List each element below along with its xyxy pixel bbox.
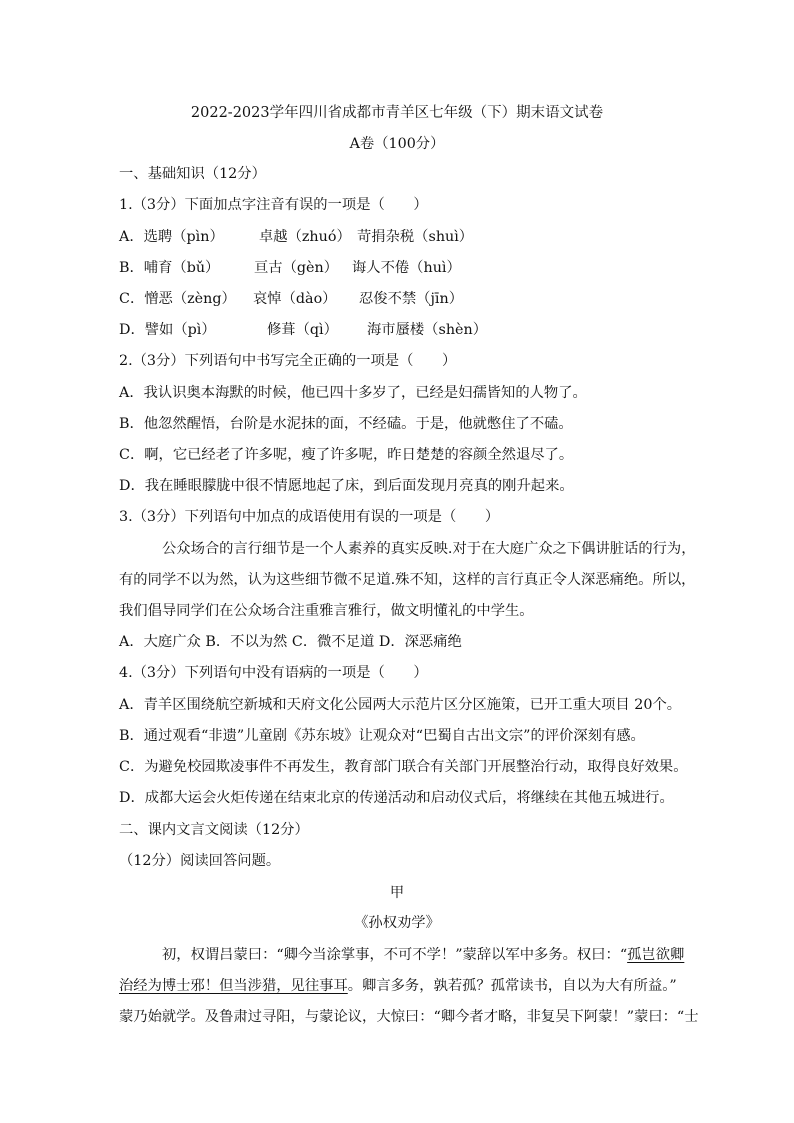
section-heading: 一、基础知识（12分） [119, 166, 266, 182]
question-4-option-d: D．成都大运会火炬传递在结束北京的传递活动和启动仪式后，将继续在其他五城进行。 [119, 790, 674, 806]
article-line-3: 蒙乃始就学。及鲁肃过寻阳，与蒙论议，大惊曰：“卿今者才略，非复吴下阿蒙！”蒙曰：“士 [119, 1009, 699, 1025]
question-1-stem: 1.（3分）下面加点字注音有误的一项是（ ） [119, 197, 428, 213]
option-a-word-1: A．选聘（pìn） [119, 229, 224, 245]
passage-label: 甲 [389, 885, 405, 901]
option-c-word-3: 忍俊不禁（jīn） [359, 291, 463, 307]
question-4-option-a: A．青羊区围绕航空新城和天府文化公园两大示范片区分区施策，已开工重大项目 20个。 [119, 697, 682, 713]
question-3-stem: 3.（3分）下列语句中加点的成语使用有误的一项是（ ） [119, 509, 500, 525]
question-4-stem: 4.（3分）下列语句中没有语病的一项是（ ） [119, 665, 428, 681]
question-3-passage-line-1: 公众场合的言行细节是一个人素养的真实反映.对于在大庭广众之下偶讲脏话的行为， [162, 541, 696, 557]
section-heading-2: 二、课内文言文阅读（12分） [119, 822, 309, 838]
exam-title: 2022-2023学年四川省成都市青羊区七年级（下）期末语文试卷 [190, 105, 604, 121]
question-4-option-c: C．为避免校园欺凌事件不再发生，教育部门联合有关部门开展整治行动，取得良好效果。 [119, 759, 688, 775]
question-2-option-d: D．我在睡眼朦胧中很不情愿地起了床，到后面发现月亮真的刚升起来。 [119, 478, 574, 494]
question-2-option-c: C．啊，它已经老了许多呢，瘦了许多呢，昨日楚楚的容颜全然退尽了。 [119, 447, 574, 463]
question-4-option-b: B．通过观看“非遗”儿童剧《苏东坡》让观众对“巴蜀自古出文宗”的评价深刻有感。 [119, 728, 645, 744]
option-a-word-3: 苛捐杂税（shuì） [357, 229, 474, 245]
option-d-word-1: D．譬如（pì） [119, 322, 216, 338]
question-2-stem: 2.（3分）下列语句中书写完全正确的一项是（ ） [119, 353, 457, 369]
question-1-option-b [119, 258, 461, 278]
question-3-options: A．大庭广众 B．不以为然 C．微不足道 D．深恶痛绝 [119, 634, 462, 650]
underlined-sentence: 孤岂欲卿 [627, 947, 685, 963]
question-3-passage-line-2: 有的同学不以为然，认为这些细节微不足道.殊不知，这样的言行真正令人深恶痛绝。所以， [119, 572, 696, 588]
question-2-option-b: B．他忽然醒悟，台阶是水泥抹的面，不经磕。于是，他就憋住了不磕。 [119, 416, 573, 432]
option-b-word-3: 诲人不倦（huì） [352, 260, 461, 276]
question-1-option-d [119, 320, 487, 340]
option-c-word-2: 哀悼（dào） [253, 291, 337, 307]
exam-subtitle: A卷（100分） [349, 136, 445, 152]
option-b-word-2: 亘古（gèn） [254, 260, 339, 276]
option-a-word-2: 卓越（zhuó） [259, 229, 351, 245]
question-1-option-c [119, 289, 463, 309]
article-text: 。卿言多务，孰若孤？孤常读书，自以为大有所益。” [347, 978, 677, 994]
question-3-passage-line-3: 我们倡导同学们在公众场合注重雅言雅行，做文明懂礼的中学生。 [119, 603, 534, 619]
option-d-word-2: 修葺（qì） [267, 322, 338, 338]
underlined-sentence: 治经为博士邪！但当涉猎，见往事耳 [119, 978, 348, 994]
question-1-option-a [119, 227, 473, 247]
article-title: 《孙权劝学》 [354, 915, 440, 931]
article-line-1 [162, 945, 684, 965]
option-d-word-3: 海市蜃楼（shèn） [367, 322, 487, 338]
article-line-2 [119, 976, 677, 996]
option-c-word-1: C．憎恶（zèng） [119, 291, 236, 307]
question-2-option-a: A．我认识奥本海默的时候，他已四十多岁了，已经是妇孺皆知的人物了。 [119, 385, 587, 401]
article-text: 初，权谓吕蒙曰：“卿今当涂掌事，不可不学！”蒙辞以军中多务。权曰：“ [162, 947, 628, 963]
option-b-word-1: B．哺育（bǔ） [119, 260, 220, 276]
question-5-stem: （12分）阅读回答问题。 [119, 853, 281, 869]
